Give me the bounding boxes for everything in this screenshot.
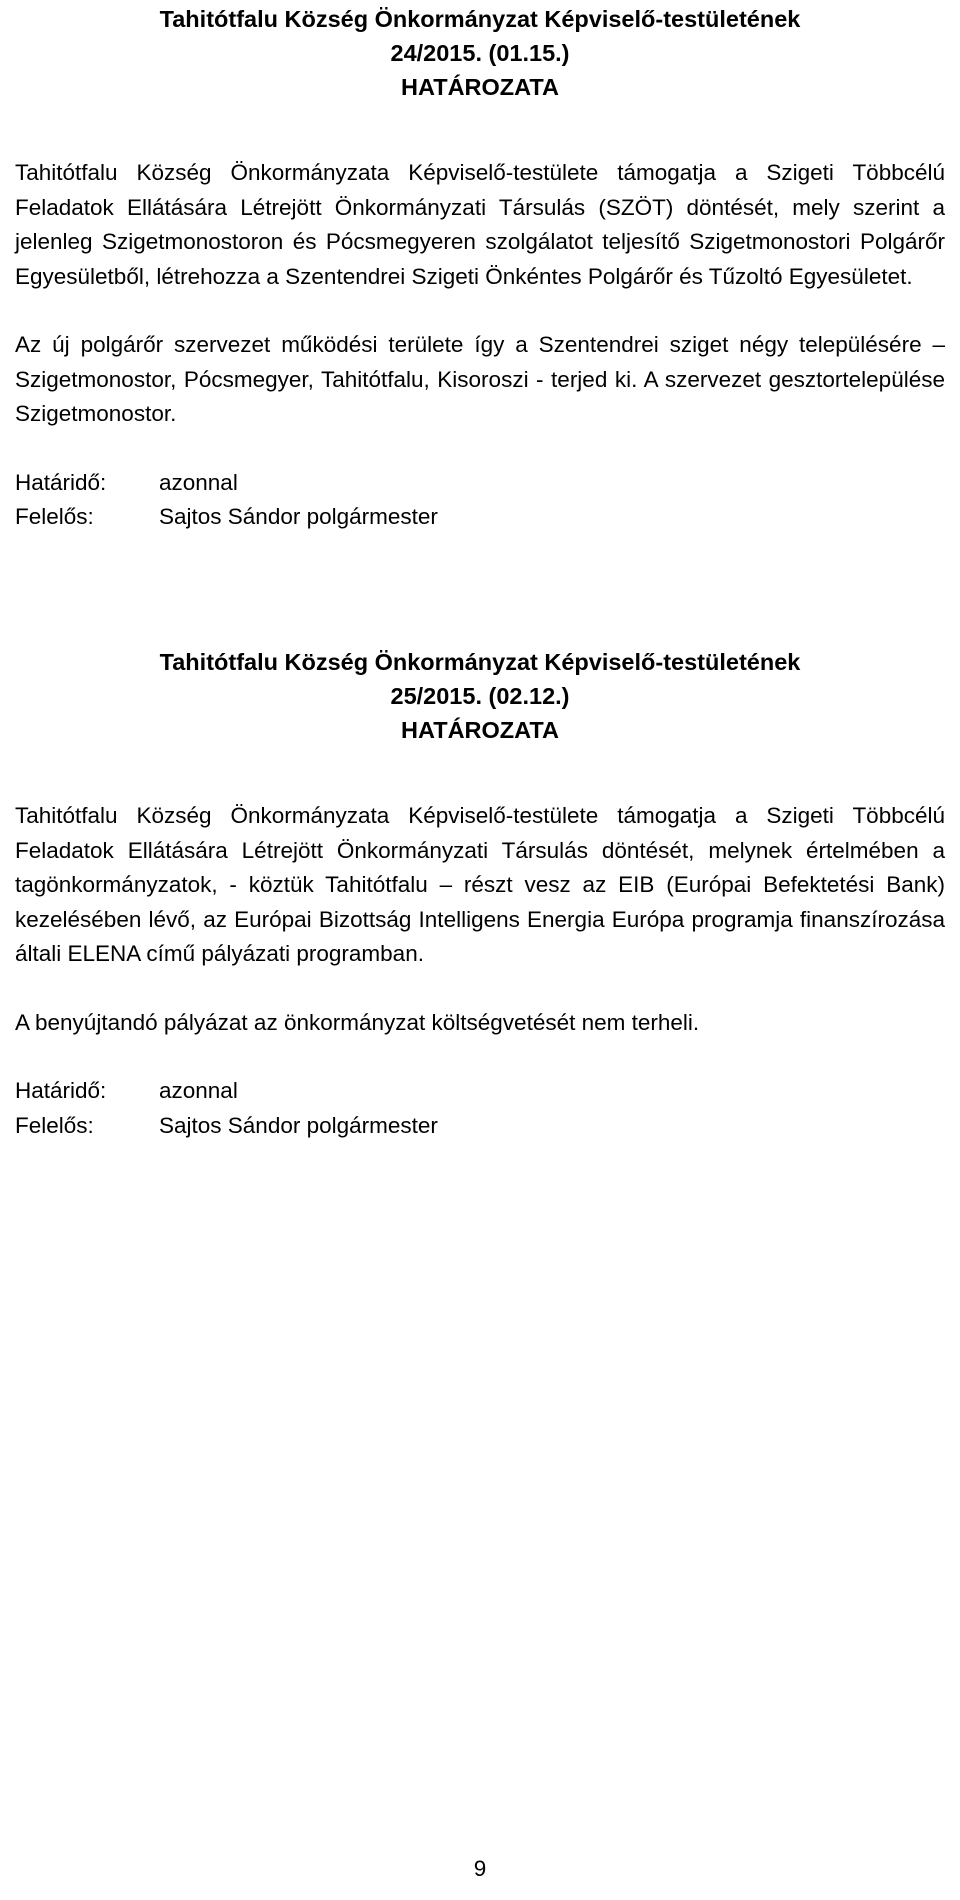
deadline-value: azonnal — [159, 1078, 238, 1103]
resolution-25-2015 — [15, 645, 945, 1143]
resolution-paragraph: A benyújtandó pályázat az önkormányzat költségvetését nem terheli. — [15, 1009, 700, 1035]
resolution-heading-word: HATÁROZATA — [401, 74, 559, 100]
deadline-row — [15, 1074, 945, 1109]
resolution-heading-word: HATÁROZATA — [401, 717, 559, 743]
resolution-heading-number: 25/2015. (02.12.) — [390, 683, 570, 709]
resolution-24-2015 — [15, 2, 945, 535]
resolution-heading-number: 24/2015. (01.15.) — [390, 40, 570, 66]
resolution-heading-body: Tahitótfalu Község Önkormányzat Képviselő-testületének — [159, 6, 801, 32]
responsible-label: Felelős: — [15, 504, 94, 529]
responsible-row — [15, 500, 945, 535]
resolution-details — [15, 1074, 945, 1143]
resolution-heading-body: Tahitótfalu Község Önkormányzat Képviselő-testületének — [159, 649, 801, 675]
resolution-paragraph: Tahitótfalu Község Önkormányzata Képviselő-testülete támogatja a Szigeti Többcélú Feladatok Ellátására Létrejött Önkormányzati Társulás (SZÖT) döntését, mely szerint a jelenleg Szigetmonostoron és Pócsmegyeren szolgálatot teljesítő Szigetmonostori Polgárőr Egyesületből, létrehozza a Szentendrei Szigeti Önkéntes Polgárőr és Tűzoltó Egyesületet. — [15, 160, 945, 289]
deadline-label: Határidő: — [15, 1078, 107, 1103]
page-number: 9 — [473, 1856, 487, 1881]
responsible-value: Sajtos Sándor polgármester — [159, 504, 438, 529]
responsible-value: Sajtos Sándor polgármester — [159, 1112, 438, 1138]
resolution-paragraph: Tahitótfalu Község Önkormányzata Képviselő-testülete támogatja a Szigeti Többcélú Feladatok Ellátására Létrejött Önkormányzati Társulás döntését, melynek értelmében a tagönkormányzatok, - köztük Tahitótfalu – részt vesz az EIB (Európai Befektetési Bank) kezelésében lévő, az Európai Bizottság Intelligens Energia Európa programja finanszírozása általi ELENA című pályázati programban. — [15, 803, 945, 966]
resolution-paragraph: Az új polgárőr szervezet működési területe így a Szentendrei sziget négy településére – Szigetmonostor, Pócsmegyer, Tahitótfalu, Kisoroszi - terjed ki. A szervezet gesztortelepülése Szigetmonostor. — [15, 332, 945, 426]
responsible-row — [15, 1109, 945, 1144]
deadline-label: Határidő: — [15, 469, 107, 495]
responsible-label: Felelős: — [15, 1112, 94, 1138]
deadline-value: azonnal — [159, 469, 238, 495]
deadline-row — [15, 466, 945, 501]
resolution-details — [15, 466, 945, 535]
